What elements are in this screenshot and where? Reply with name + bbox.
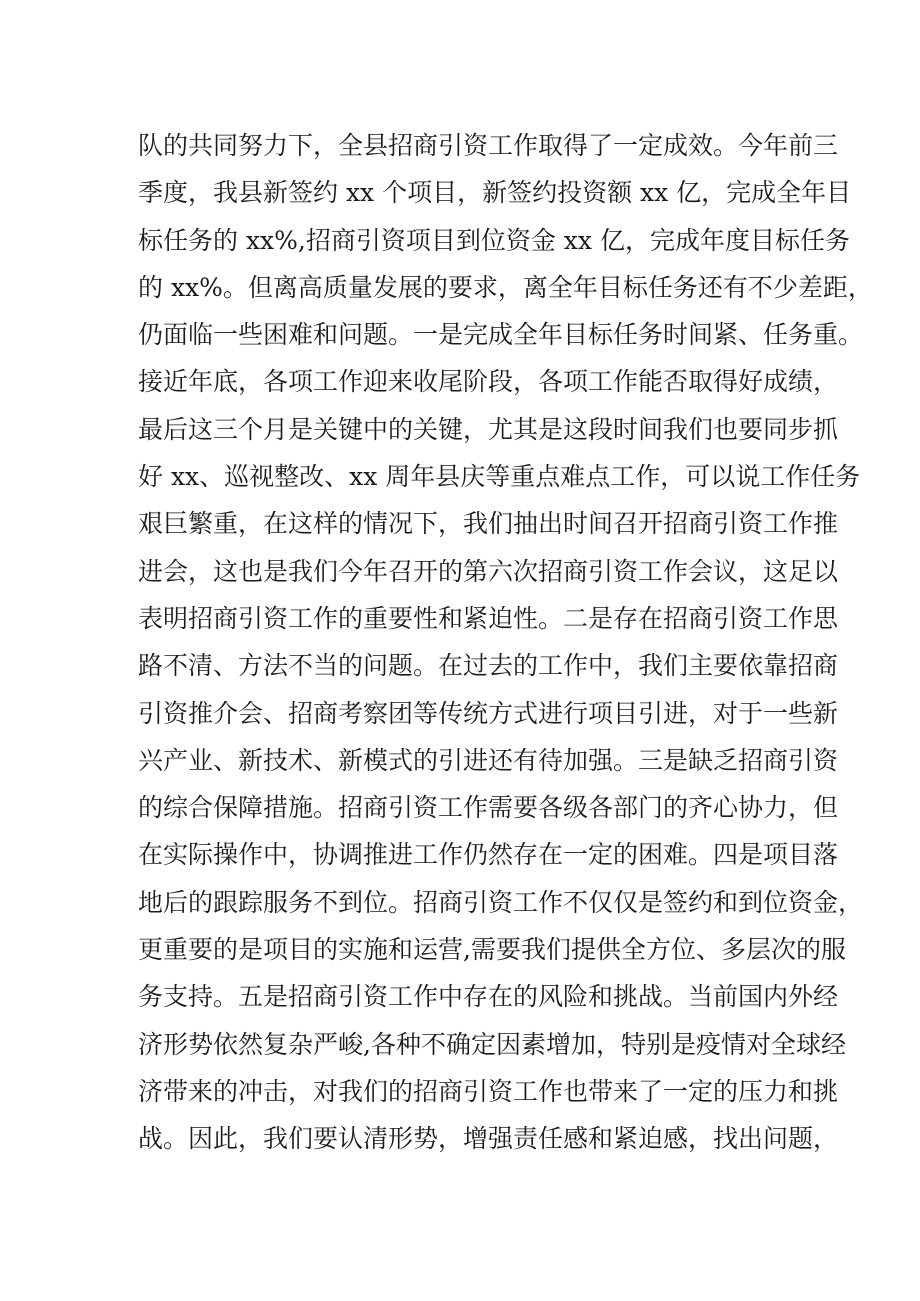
text-line: 的 xx%。但离高质量发展的要求，离全年目标任务还有不少差距， [138, 272, 873, 302]
text-line: 兴产业、新技术、新模式的引进还有待加强。三是缺乏招商引资 [138, 745, 839, 775]
text-line: 在实际操作中，协调推进工作仍然存在一定的困难。四是项目落 [138, 840, 839, 870]
text-line: 季度，我县新签约 xx 个项目，新签约投资额 xx 亿，完成全年目 [138, 178, 852, 208]
text-line: 标任务的 xx%,招商引资项目到位资金 xx 亿，完成年度目标任务 [138, 225, 850, 255]
text-line: 好 xx、巡视整改、xx 周年县庆等重点难点工作，可以说工作任务 [138, 462, 861, 492]
text-line: 路不清、方法不当的问题。在过去的工作中，我们主要依靠招商 [138, 651, 839, 681]
text-line: 战。因此，我们要认清形势，增强责任感和紧迫感，找出问题， [138, 1124, 839, 1154]
text-line: 地后的跟踪服务不到位。招商引资工作不仅仅是签约和到位资金， [138, 887, 864, 917]
text-line: 进会，这也是我们今年召开的第六次招商引资工作会议，这足以 [138, 556, 839, 586]
text-line: 表明招商引资工作的重要性和紧迫性。二是存在招商引资工作思 [138, 603, 839, 633]
text-line: 的综合保障措施。招商引资工作需要各级各部门的齐心协力，但 [138, 793, 839, 823]
text-line: 引资推介会、招商考察团等传统方式进行项目引进，对于一些新 [138, 698, 839, 728]
text-line: 济带来的冲击，对我们的招商引资工作也带来了一定的压力和挑 [138, 1076, 839, 1106]
text-line: 队的共同努力下，全县招商引资工作取得了一定成效。今年前三 [138, 131, 839, 160]
text-line: 更重要的是项目的实施和运营,需要我们提供全方位、多层次的服 [138, 935, 846, 965]
text-line: 仍面临一些困难和问题。一是完成全年目标任务时间紧、任务重。 [138, 320, 864, 350]
text-line: 艰巨繁重，在这样的情况下，我们抽出时间召开招商引资工作推 [138, 509, 839, 539]
body-paragraph [138, 122, 873, 1163]
text-line: 接近年底，各项工作迎来收尾阶段，各项工作能否取得好成绩， [138, 367, 839, 397]
text-line: 务支持。五是招商引资工作中存在的风险和挑战。当前国内外经 [138, 982, 839, 1012]
text-line: 最后这三个月是关键中的关键，尤其是这段时间我们也要同步抓 [138, 414, 839, 444]
text-line: 济形势依然复杂严峻,各种不确定因素增加，特别是疫情对全球经 [138, 1029, 846, 1059]
